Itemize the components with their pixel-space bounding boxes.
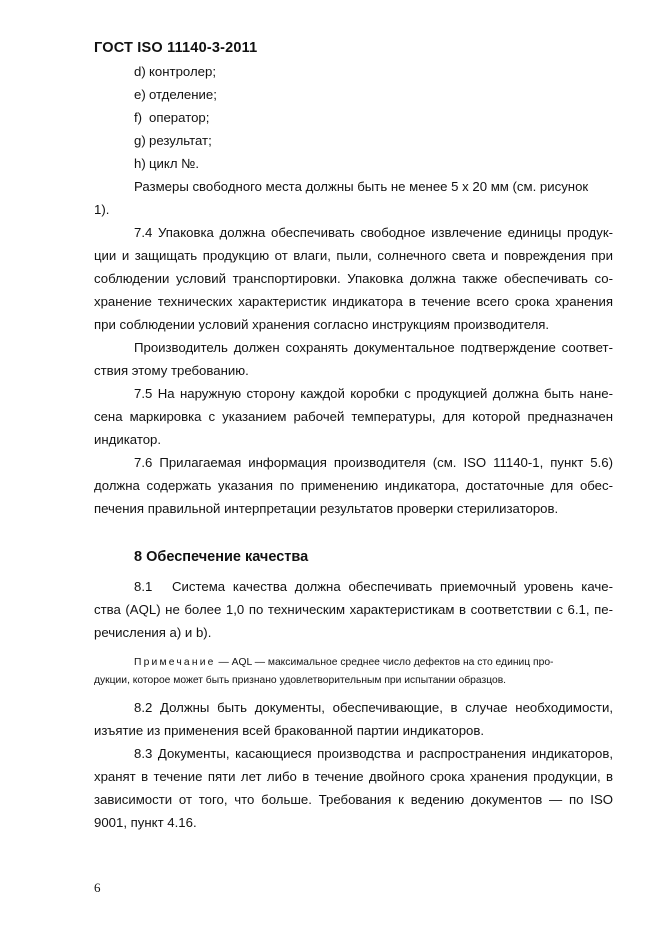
- section-heading: 8 Обеспечение качества: [134, 549, 309, 565]
- paragraph-line: 1).: [94, 202, 110, 217]
- paragraph-line: Система качества должна обеспечивать приемочный уровень каче-: [172, 579, 613, 594]
- list-item: [134, 133, 212, 149]
- paragraph-line: 9001, пункт 4.16.: [94, 815, 197, 830]
- note-text: — AQL — максимальное среднее число дефектов на сто единиц про-: [215, 657, 554, 668]
- paragraph-line: изъятие из применения всей бракованной партии индикаторов.: [94, 723, 485, 738]
- paragraph-line: сена маркировка с указанием рабочей температуры, для которой предназначен: [94, 409, 613, 424]
- list-item: [134, 156, 199, 172]
- list-item: [134, 64, 216, 80]
- list-marker: h): [134, 156, 146, 171]
- list-text: отделение;: [149, 87, 217, 102]
- list-marker: e): [134, 87, 146, 102]
- paragraph-line: при соблюдении условий хранения согласно инструкциям производителя.: [94, 317, 550, 332]
- note-label: Примечание: [134, 657, 216, 668]
- paragraph-line: ства (AQL) не более 1,0 по техническим характеристикам в соответствии с 6.1, пе-: [94, 602, 613, 617]
- list-text: цикл №.: [149, 156, 200, 171]
- paragraph-line: ции и защищать продукцию от влаги, пыли, солнечного света и повреждения при: [94, 248, 613, 263]
- paragraph-line: должна содержать указания по применению индикатора, достаточные для обес-: [94, 478, 613, 493]
- list-text: контролер;: [149, 64, 216, 79]
- paragraph-line: печения правильной интерпретации результатов проверки стерилизаторов.: [94, 501, 559, 516]
- paragraph-line: зависимости от того, что больше. Требования к ведению документов — по ISO: [94, 792, 613, 807]
- paragraph-line: 8.3 Документы, касающиеся производства и распространения индикаторов,: [134, 746, 613, 761]
- paragraph-line: индикатор.: [94, 432, 162, 447]
- list-text: оператор;: [149, 110, 210, 125]
- list-text: результат;: [149, 133, 212, 148]
- list-item: [134, 110, 209, 126]
- note-line: дукции, которое может быть признано удовлетворительным при испытании образцов.: [94, 675, 507, 686]
- list-marker: f): [134, 110, 143, 125]
- paragraph-line: соблюдении условий транспортировки. Упаковка должна также обеспечивать со-: [94, 271, 613, 286]
- document-header: ГОСТ ISO 11140-3-2011: [94, 40, 258, 56]
- paragraph-line: Размеры свободного места должны быть не менее 5 х 20 мм (см. рисунок: [134, 179, 589, 194]
- paragraph-line: хранят в течение пяти лет либо в течение двойного срока хранения продукции, в: [94, 769, 613, 784]
- paragraph-line: речисления а) и b).: [94, 625, 212, 640]
- list-item: [134, 87, 217, 103]
- clause-number: 8.1: [134, 579, 153, 594]
- paragraph-line: 8.2 Должны быть документы, обеспечивающие, в случае необходимости,: [134, 700, 613, 715]
- paragraph-line: Производитель должен сохранять документальное подтверждение соответ-: [134, 340, 613, 355]
- paragraph-line: 7.4 Упаковка должна обеспечивать свободное извлечение единицы продук-: [134, 225, 613, 240]
- list-marker: d): [134, 64, 146, 79]
- paragraph-line: 7.6 Прилагаемая информация производителя (см. ISO 11140-1, пункт 5.6): [134, 455, 613, 470]
- paragraph-line: хранение технических характеристик индикатора в течение всего срока хранения: [94, 294, 613, 309]
- page-number: 6: [94, 880, 101, 895]
- paragraph-line: 7.5 На наружную сторону каждой коробки с продукцией должна быть нане-: [134, 386, 613, 401]
- paragraph-line: ствия этому требованию.: [94, 363, 249, 378]
- list-marker: g): [134, 133, 146, 148]
- note-line: [134, 655, 613, 671]
